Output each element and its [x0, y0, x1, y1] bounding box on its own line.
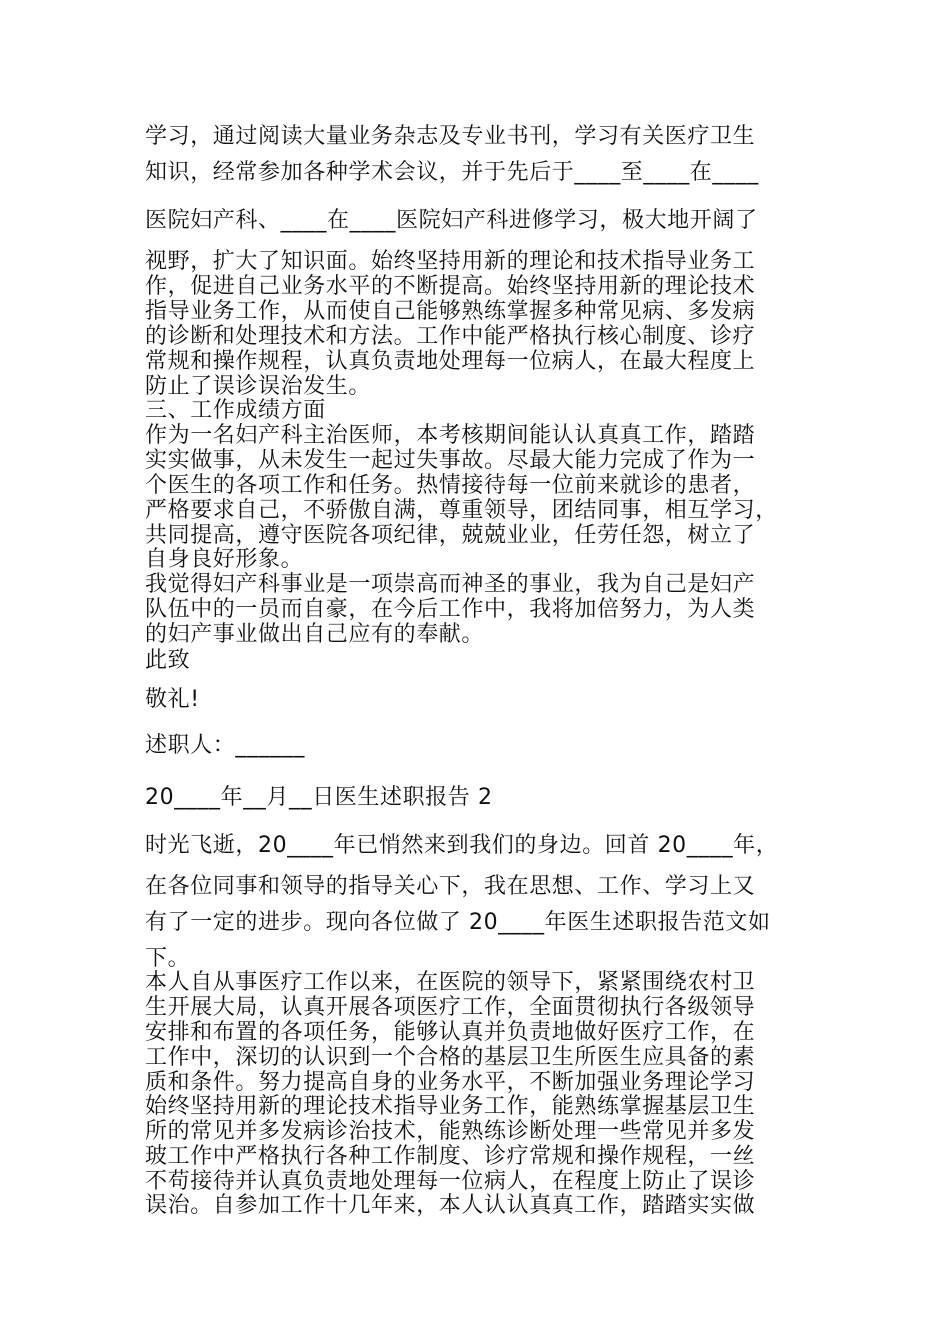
text-line: 我觉得妇产科事业是一项崇高而神圣的事业，我为自己是妇产 — [145, 572, 756, 597]
text-line: 有了一定的进步。现向各位做了 20____年医生述职报告范文如 — [145, 910, 771, 935]
text-line: 常规和操作规程，认真负责地处理每一位病人，在最大程度上 — [145, 349, 756, 374]
text-line: 共同提高，遵守医院各项纪律，兢兢业业，任劳任怨，树立了 — [145, 523, 756, 548]
closing-salutation: 此致 — [145, 648, 191, 673]
text-line: 生开展大局，认真开展各项医疗工作，全面贯彻执行各级领导 — [145, 995, 756, 1020]
text-line: 作，促进自己业务水平的不断提高。始终坚持用新的理论技术 — [145, 274, 756, 299]
text-line: 视野，扩大了知识面。始终坚持用新的理论和技术指导业务工 — [145, 249, 756, 274]
text-line: 安排和布置的各项任务，能够认真并负责地做好医疗工作，在 — [145, 1020, 756, 1045]
text-line: 个医生的各项工作和任务。热情接待每一位前来就诊的患者， — [145, 473, 756, 498]
section-heading: 三、工作成绩方面 — [145, 398, 326, 423]
closing-regards: 敬礼! — [145, 687, 200, 712]
text-line: 学习，通过阅读大量业务杂志及专业书刊，学习有关医疗卫生 — [145, 124, 756, 149]
text-line: 严格要求自己，不骄傲自满，尊重领导，团结同事，相互学习， — [145, 498, 778, 523]
signature-line: 述职人：______ — [145, 733, 306, 758]
text-line: 自身良好形象。 — [145, 547, 304, 572]
text-line: 玻工作中严格执行各种工作制度、诊疗常规和操作规程，一丝 — [145, 1144, 756, 1169]
text-line: 质和条件。努力提高自身的业务水平，不断加强业务理论学习 — [145, 1070, 756, 1095]
text-line: 不苟接待并认真负责地处理每一位病人，在程度上防止了误诊 — [145, 1169, 756, 1194]
text-line: 在各位同事和领导的指导关心下，我在思想、工作、学习上又 — [145, 874, 756, 899]
text-line: 始终坚持用新的理论技术指导业务工作，能熟练掌握基层卫生 — [145, 1094, 756, 1119]
text-line: 的诊断和处理技术和方法。工作中能严格执行核心制度、诊疗 — [145, 324, 756, 349]
text-line: 防止了误诊误治发生。 — [145, 374, 372, 399]
text-line: 医院妇产科、____在____医院妇产科进修学习，极大地开阔了 — [145, 208, 758, 233]
text-line: 队伍中的一员而自豪，在今后工作中，我将加倍努力，为人类 — [145, 597, 756, 622]
text-line: 的妇产事业做出自己应有的奉献。 — [145, 622, 485, 647]
date-and-report-title: 20____年__月__日医生述职报告 2 — [145, 785, 493, 810]
text-line: 误治。自参加工作十几年来，本人认认真真工作，踏踏实实做 — [145, 1193, 756, 1218]
text-line: 时光飞逝，20____年已悄然来到我们的身边。回首 20____年， — [145, 833, 779, 858]
text-line: 本人自从事医疗工作以来，在医院的领导下，紧紧围绕农村卫 — [145, 970, 756, 995]
text-line: 所的常见并多发病诊治技术，能熟练诊断处理一些常见并多发 — [145, 1119, 756, 1144]
text-line: 作为一名妇产科主治医师，本考核期间能认认真真工作，踏踏 — [145, 423, 756, 448]
text-line: 指导业务工作，从而使自己能够熟练掌握多种常见病、多发病 — [145, 299, 756, 324]
text-line: 下。 — [145, 946, 191, 971]
text-line: 知识，经常参加各种学术会议，并于先后于____至____在____ — [145, 160, 759, 185]
text-line: 工作中，深切的认识到一个合格的基层卫生所医生应具备的素 — [145, 1045, 756, 1070]
text-line: 实实做事，从未发生一起过失事故。尽最大能力完成了作为一 — [145, 448, 756, 473]
